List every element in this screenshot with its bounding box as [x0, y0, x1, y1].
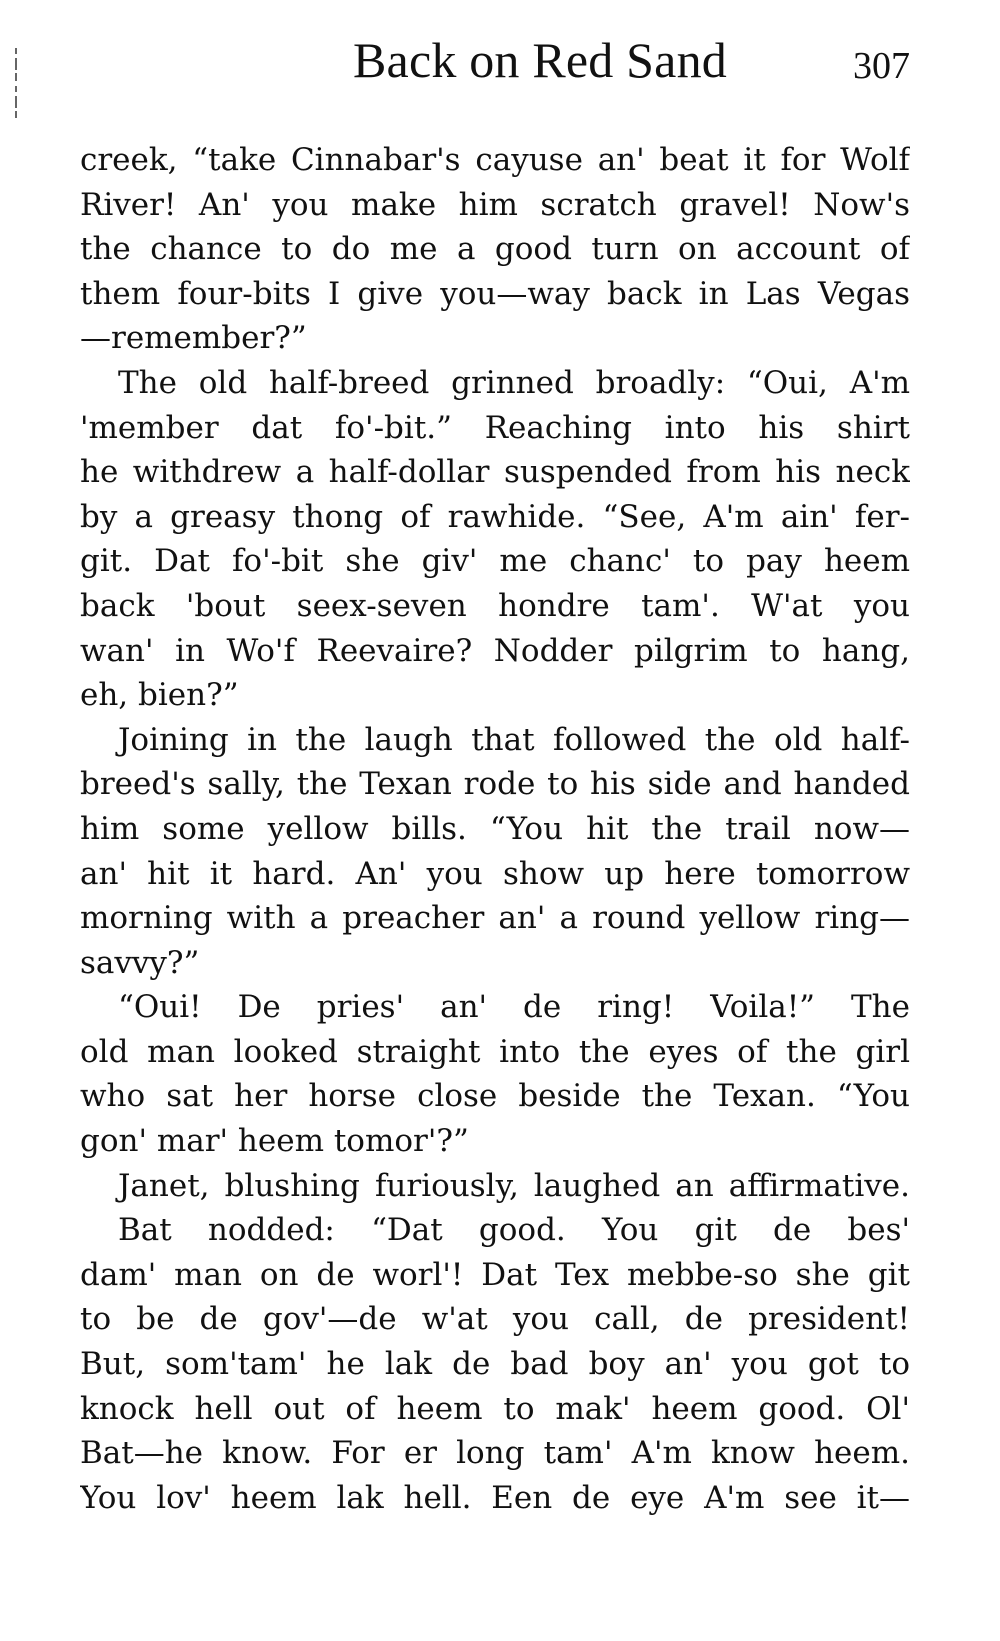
text-line: —remember?” [80, 320, 307, 357]
text-line: git. Dat fo'-bit she giv' me chanc' to pay heem [80, 543, 910, 580]
text-line: morning with a preacher an' a round yellow ring— [80, 900, 910, 937]
text-line: breed's sally, the Texan rode to his side and handed [80, 766, 910, 803]
text-line: to be de gov'—de w'at you call, de president! [80, 1301, 910, 1338]
text-line: You lov' heem lak hell. Een de eye A'm see it— [80, 1479, 910, 1516]
text-line: savvy?” [80, 944, 200, 981]
text-line: he withdrew a half-dollar suspended from his neck [80, 454, 910, 491]
text-line: knock hell out of heem to mak' heem good. Ol' [80, 1390, 910, 1427]
text-line: an' hit it hard. An' you show up here tomorrow [80, 855, 910, 892]
text-line: by a greasy thong of rawhide. “See, A'm ain' fer- [80, 498, 910, 535]
margin-mark [14, 48, 18, 118]
text-line: creek, “take Cinnabar's cayuse an' beat it for Wolf [80, 142, 910, 178]
text-line: who sat her horse close beside the Texan. “You [80, 1078, 910, 1115]
body-text [80, 138, 910, 1520]
text-line: the chance to do me a good turn on account of [80, 231, 910, 268]
text-line: The old half-breed grinned broadly: “Oui, A'm [118, 364, 910, 401]
text-line: Janet, blushing furiously, laughed an affirmative. [118, 1167, 910, 1204]
text-line: 'member dat fo'-bit.” Reaching into his shirt [80, 409, 910, 446]
text-line: Bat nodded: “Dat good. You git de bes' [118, 1212, 910, 1249]
text-line: wan' in Wo'f Reevaire? Nodder pilgrim to hang, [80, 632, 910, 669]
text-line: old man looked straight into the eyes of the girl [80, 1033, 910, 1070]
running-title: Back on Red Sand [353, 32, 727, 88]
text-line: them four-bits I give you—way back in Las Vegas [80, 275, 910, 312]
text-line: River! An' you make him scratch gravel! Now's [80, 186, 910, 223]
text-line: him some yellow bills. “You hit the trail now— [80, 810, 910, 847]
text-line: eh, bien?” [80, 677, 239, 714]
text-line: Joining in the laugh that followed the old half- [118, 721, 910, 758]
text-line: But, som'tam' he lak de bad boy an' you got to [80, 1346, 910, 1383]
text-line: back 'bout seex-seven hondre tam'. W'at you [80, 587, 910, 624]
text-line: “Oui! De pries' an' de ring! Voila!” The [118, 989, 910, 1026]
text-line: gon' mar' heem tomor'?” [80, 1123, 469, 1160]
text-line: Bat—he know. For er long tam' A'm know heem. [80, 1435, 910, 1472]
page-number: 307 [853, 45, 910, 87]
text-line: dam' man on de worl'! Dat Tex mebbe-so she git [80, 1256, 910, 1293]
running-head [80, 30, 910, 100]
